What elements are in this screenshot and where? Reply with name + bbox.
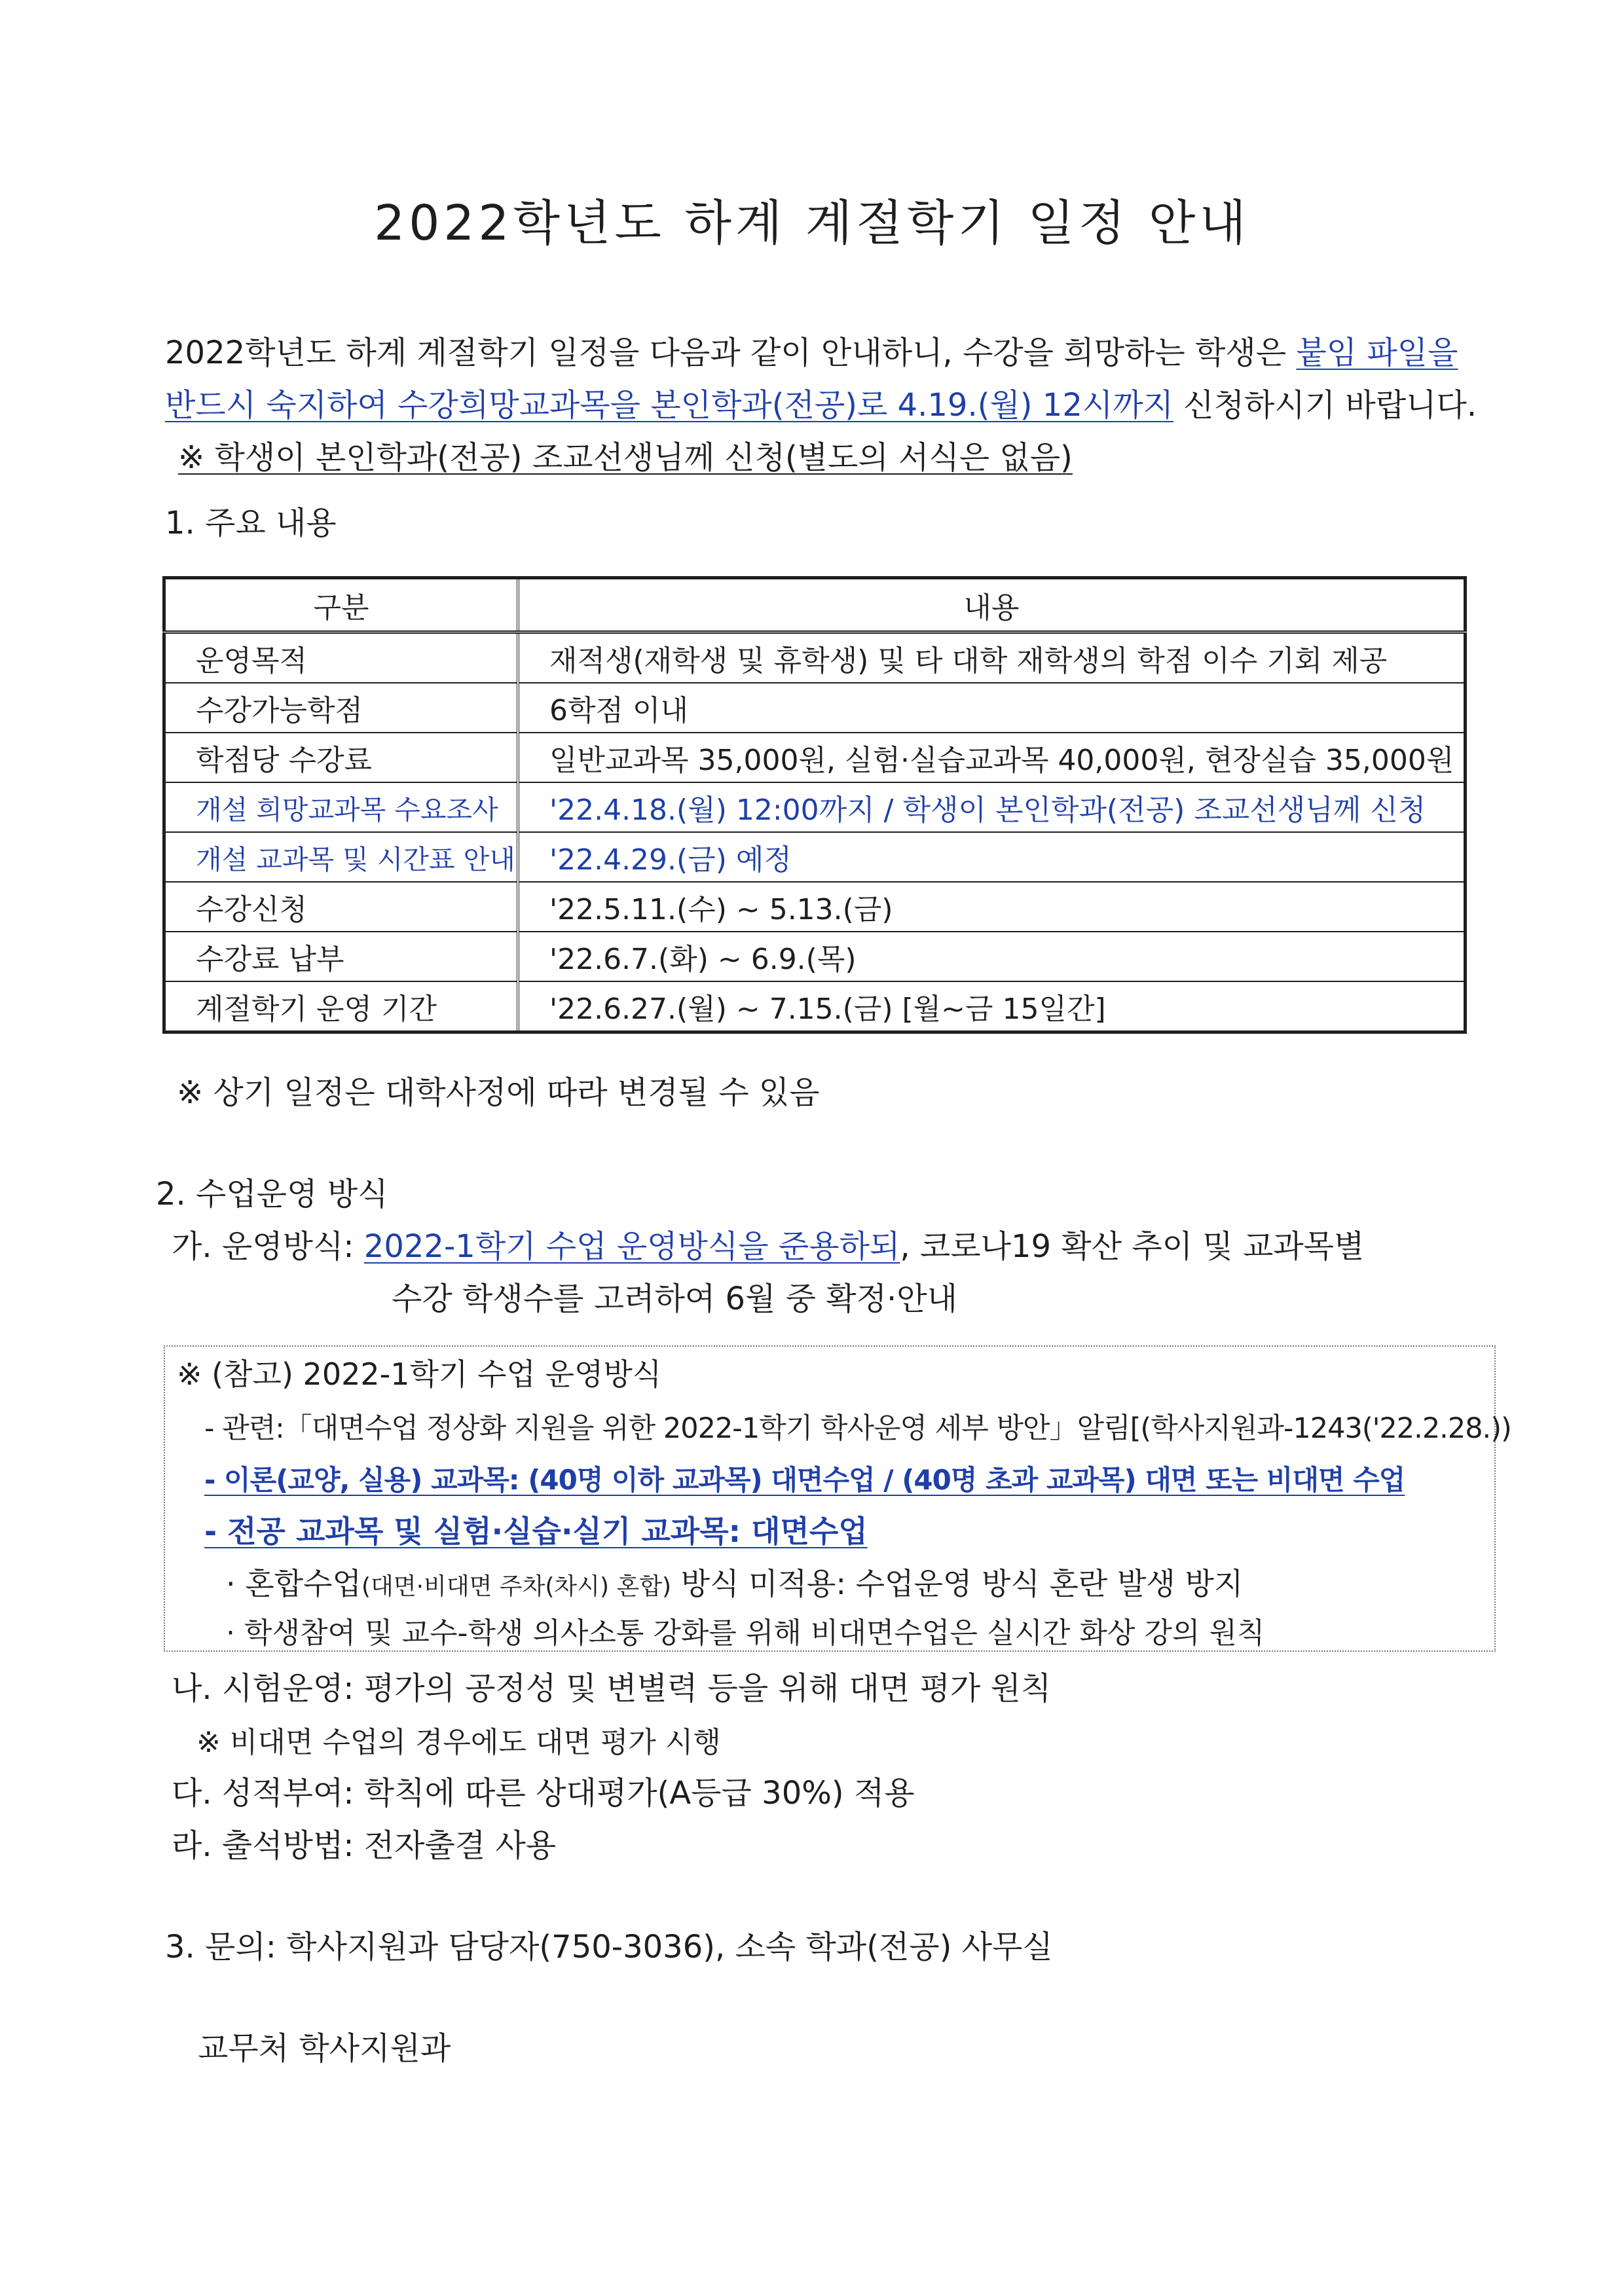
section2-na-note: ※ 비대면 수업의 경우에도 대면 평가 시행: [196, 1726, 721, 1759]
intro-line-1: [165, 327, 1458, 373]
table-row: [164, 782, 1466, 832]
ref-line-2: - 이론(교양, 실용) 교과목: (40명 이하 교과목) 대면수업 / (40명 초과 교과목) 대면 또는 비대면 수업: [204, 1464, 1405, 1496]
row-label: 개설 희망교과목 수요조사: [164, 782, 519, 832]
table-row: [164, 882, 1466, 932]
row-label: 개설 교과목 및 시간표 안내: [164, 832, 519, 882]
ga-rest: , 코로나19 확산 추이 및 교과목별: [900, 1228, 1365, 1265]
row-label: 수강가능학점: [164, 683, 519, 733]
ga-highlight: 2022-1학기 수업 운영방식을 준용하되: [363, 1228, 900, 1265]
section2-na: 나. 시험운영: 평가의 공정성 및 변별력 등을 위해 대면 평가 원칙: [172, 1670, 1052, 1707]
ref-line-4-a: · 혼합수업: [226, 1566, 361, 1601]
row-label: 운영목적: [164, 632, 519, 683]
row-content: '22.4.18.(월) 12:00까지 / 학생이 본인학과(전공) 조교선생님께 신청: [518, 782, 1466, 832]
intro-line-2-text: 신청하시기 바랍니다.: [1173, 387, 1477, 424]
intro-line-1-text: 2022학년도 하계 계절학기 일정을 다음과 같이 안내하니, 수강을 희망하는 학생은: [165, 335, 1297, 371]
table-row: [164, 632, 1466, 683]
section1-heading: 1. 주요 내용: [165, 505, 337, 541]
row-label: 수강료 납부: [164, 932, 519, 981]
schedule-table: [162, 576, 1467, 1034]
ref-line-5: · 학생참여 및 교수-학생 의사소통 강화를 위해 비대면수업은 실시간 화상 강의 원칙: [226, 1616, 1265, 1650]
section2-heading: 2. 수업운영 방식: [156, 1176, 388, 1212]
ref-line-3: - 전공 교과목 및 실험·실습·실기 교과목: 대면수업: [204, 1514, 868, 1549]
row-content: 6학점 이내: [518, 683, 1466, 733]
row-content: '22.6.27.(월) ~ 7.15.(금) [월~금 15일간]: [518, 981, 1466, 1032]
section2-ra: 라. 출석방법: 전자출결 사용: [172, 1827, 557, 1864]
row-content: 일반교과목 35,000원, 실험·실습교과목 40,000원, 현장실습 35,000원: [518, 733, 1466, 782]
page-title: 2022학년도 하계 계절학기 일정 안내: [374, 195, 1250, 251]
section3-contact: 3. 문의: 학사지원과 담당자(750-3036), 소속 학과(전공) 사무실: [165, 1929, 1053, 1965]
ref-line-1: - 관련:「대면수업 정상화 지원을 위한 2022-1학기 학사운영 세부 방안」알림[(학사지원과-1243('22.2.28.)): [204, 1412, 1511, 1445]
row-content: 재적생(재학생 및 휴학생) 및 타 대학 재학생의 학점 이수 기회 제공: [518, 632, 1466, 683]
deadline-highlight: 반드시 숙지하여 수강희망교과목을 본인학과(전공)로 4.19.(월) 12시까지: [165, 387, 1173, 424]
table-row: [164, 981, 1466, 1032]
table-row: [164, 932, 1466, 981]
table-header-row: [164, 578, 1466, 632]
table-row: [164, 733, 1466, 782]
ref-title: ※ (참고) 2022-1학기 수업 운영방식: [177, 1357, 662, 1392]
row-content: '22.4.29.(금) 예정: [518, 832, 1466, 882]
section2-ga-line2: 수강 학생수를 고려하여 6월 중 확정·안내: [392, 1281, 957, 1317]
section2-da: 다. 성적부여: 학칙에 따른 상대평가(A등급 30%) 적용: [172, 1775, 915, 1812]
table-header-category: 구분: [164, 578, 519, 632]
ref-line-4-b: 방식 미적용: 수업운영 방식 혼란 발생 방지: [671, 1566, 1244, 1601]
ref-line-4-small: (대면·비대면 주차(차시) 혼합): [361, 1573, 672, 1600]
table-row: [164, 832, 1466, 882]
attachment-link[interactable]: 붙임 파일을: [1296, 335, 1458, 371]
row-label: 학점당 수강료: [164, 733, 519, 782]
section2-ga: [172, 1221, 1364, 1266]
table-header-content: 내용: [518, 578, 1466, 632]
ref-line-4: [226, 1560, 1243, 1603]
row-label: 수강신청: [164, 882, 519, 932]
section1-note: ※ 상기 일정은 대학사정에 따라 변경될 수 있음: [177, 1074, 820, 1111]
ga-label: 가. 운영방식:: [172, 1228, 364, 1265]
intro-note: ※ 학생이 본인학과(전공) 조교선생님께 신청(별도의 서식은 없음): [178, 439, 1073, 476]
row-content: '22.6.7.(화) ~ 6.9.(목): [518, 932, 1466, 981]
table-row: [164, 683, 1466, 733]
signature: 교무처 학사지원과: [198, 2030, 451, 2067]
row-label: 계절학기 운영 기간: [164, 981, 519, 1032]
intro-line-2: [165, 380, 1477, 425]
row-content: '22.5.11.(수) ~ 5.13.(금): [518, 882, 1466, 932]
